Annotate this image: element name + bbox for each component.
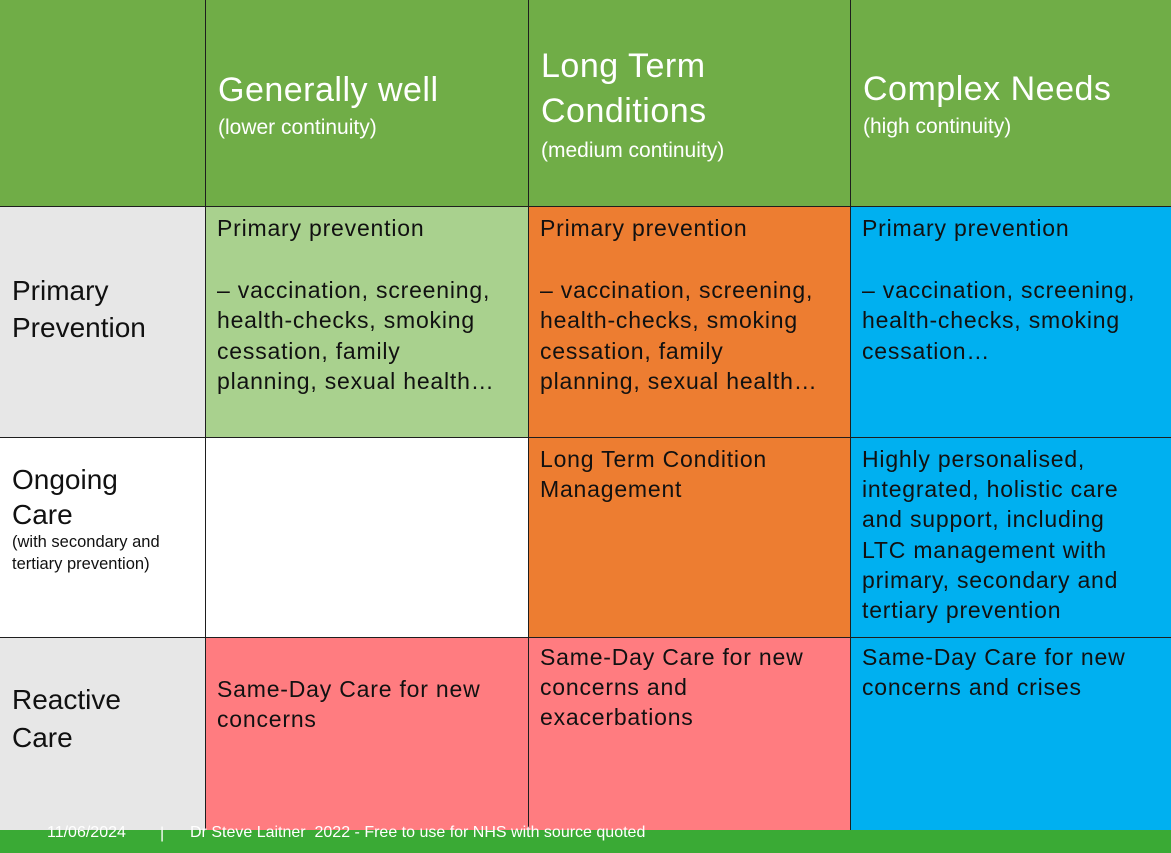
cell-line: Management: [540, 476, 683, 503]
cell-line: planning, sexual health…: [540, 367, 818, 394]
row-subtitle-line-2: tertiary prevention): [12, 555, 150, 573]
cell-text: [540, 213, 842, 396]
column-header-long-term-conditions: [529, 0, 851, 207]
cell-ongoing-long-term-conditions: [529, 438, 851, 638]
cell-ongoing-generally-well: [206, 438, 529, 638]
corner-header-cell: [0, 0, 206, 207]
cell-reactive-complex-needs: [851, 638, 1171, 830]
cell-heading: Primary prevention: [540, 215, 748, 241]
cell-line: health-checks, smoking: [862, 307, 1120, 334]
cell-reactive-generally-well: [206, 638, 529, 830]
row-header-primary-prevention: [0, 207, 206, 438]
cell-text: [862, 642, 1163, 702]
row-header-ongoing-care: [0, 438, 206, 638]
cell-line: Same-Day Care for new: [540, 644, 804, 670]
cell-text: [540, 444, 842, 504]
footer-credit: Dr Steve Laitner 2022 - Free to use for NHS with source quoted: [190, 824, 646, 841]
cell-text: [217, 213, 520, 396]
column-title-line-2: Conditions: [541, 92, 707, 130]
row-subtitle-line-1: (with secondary and: [12, 533, 160, 551]
column-title: Complex Needs: [863, 70, 1112, 108]
cell-line: concerns and crises: [862, 674, 1082, 701]
cell-line: – vaccination, screening,: [217, 277, 491, 304]
cell-text: [217, 674, 520, 734]
row-title-line-2: Care: [12, 722, 73, 753]
cell-ongoing-complex-needs: [851, 438, 1171, 638]
cell-line: concerns and: [540, 674, 688, 701]
cell-line: exacerbations: [540, 704, 694, 731]
cell-text: [862, 213, 1163, 366]
cell-line: integrated, holistic care: [862, 476, 1119, 503]
cell-prevention-long-term-conditions: [529, 207, 851, 438]
cell-heading: Primary prevention: [862, 215, 1070, 241]
cell-line: LTC management with: [862, 536, 1107, 563]
cell-line: planning, sexual health…: [217, 367, 495, 394]
row-title-line-1: Primary: [12, 275, 109, 306]
cell-line: primary, secondary and: [862, 566, 1119, 593]
cell-text: [862, 444, 1163, 625]
footer-date: 11/06/2024: [47, 824, 126, 841]
cell-line: Same-Day Care for new: [862, 644, 1126, 670]
cell-prevention-generally-well: [206, 207, 529, 438]
cell-line: health-checks, smoking: [217, 307, 475, 334]
column-subtitle: (lower continuity): [218, 116, 377, 139]
row-title-line-2: Prevention: [12, 312, 146, 343]
row-header-reactive-care: [0, 638, 206, 830]
cell-line: cessation, family: [540, 337, 724, 364]
cell-line: concerns: [217, 706, 317, 733]
cell-line: cessation…: [862, 337, 991, 364]
column-header-complex-needs: [851, 0, 1171, 207]
cell-line: Long Term Condition: [540, 446, 768, 472]
cell-line: cessation, family: [217, 337, 401, 364]
column-title-line-1: Long Term: [541, 47, 706, 85]
cell-line: Same-Day Care for new: [217, 676, 481, 702]
column-subtitle: (medium continuity): [541, 139, 725, 162]
cell-heading: Primary prevention: [217, 215, 425, 241]
cell-line: Highly personalised,: [862, 446, 1086, 472]
cell-prevention-complex-needs: [851, 207, 1171, 438]
column-title: Generally well: [218, 71, 439, 109]
footer-separator: |: [160, 825, 165, 842]
cell-line: – vaccination, screening,: [862, 277, 1136, 304]
cell-line: – vaccination, screening,: [540, 277, 814, 304]
cell-line: and support, including: [862, 506, 1105, 533]
cell-line: tertiary prevention: [862, 597, 1062, 624]
row-title-line-1: Reactive: [12, 684, 121, 715]
cell-reactive-long-term-conditions: [529, 638, 851, 830]
column-subtitle: (high continuity): [863, 115, 1012, 138]
row-title-line-2: Care: [12, 499, 73, 530]
column-header-generally-well: [206, 0, 529, 207]
cell-text: [540, 642, 842, 733]
cell-line: health-checks, smoking: [540, 307, 798, 334]
row-title-line-1: Ongoing: [12, 464, 118, 495]
